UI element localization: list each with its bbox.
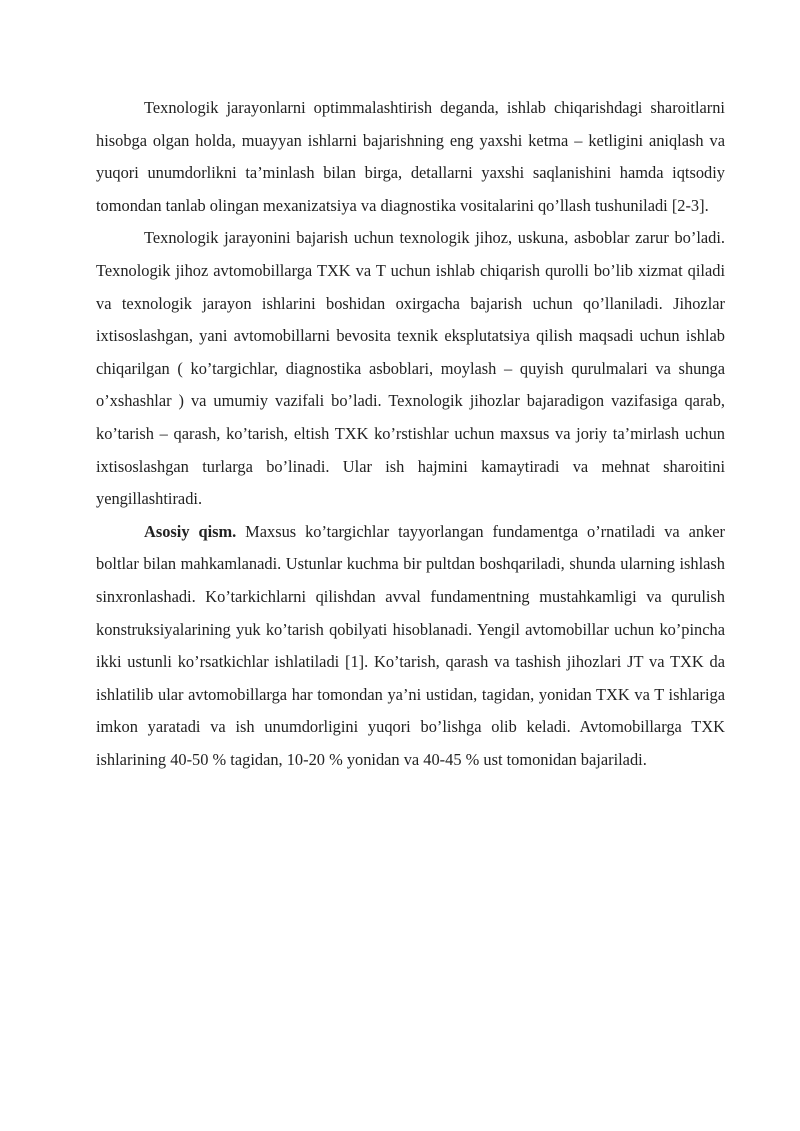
paragraph-main-part: [96, 516, 725, 777]
body-text: [96, 92, 725, 776]
section-heading: Asosiy qism.: [144, 521, 237, 541]
paragraph-main-part-text: Maxsus ko’targichlar tayyorlangan fundamentga o’rnatiladi va anker boltlar bilan mahkamlanadi. Ustunlar kuchma bir pultdan boshqariladi, shunda ularning ishlash sinxronlashadi. Ko’tarkichlarni qilishdan avval fundamentning mustahkamligi va qurulish konstruksiyalarining yuk ko’tarish qobilyati hisoblanadi. Yengil avtomobillar uchun ko’pincha ikki ustunli ko’rsatkichlar ishlatiladi [1]. Ko’tarish, qarash va tashish jihozlari JT va TXK da ishlatilib ular avtomobillarga har tomondan ya’ni ustidan, tagidan, yonidan TXK va T ishlariga imkon yaratadi va ish unumdorligini yuqori bo’lishga olib keladi. Avtomobillarga TXK ishlarining 40-50 % tagidan, 10-20 % yonidan va 40-45 % ust tomonidan bajariladi.: [96, 521, 725, 769]
paragraph-optimization: Texnologik jarayonlarni optimmalashtirish deganda, ishlab chiqarishdagi sharoitlarni hisobga olgan holda, muayyan ishlarni bajarishning eng yaxshi ketma – ketligini aniqlash va yuqori unumdorlikni ta’minlash bilan birga, detallarni yaxshi saqlanishini hamda iqtsodiy tomondan tanlab olingan mexanizatsiya va diagnostika vositalarini qo’llash tushuniladi [2-3].: [96, 98, 725, 215]
paragraph-equipment: Texnologik jarayonini bajarish uchun texnologik jihoz, uskuna, asboblar zarur bo’ladi. Texnologik jihoz avtomobillarga TXK va T uchun ishlab chiqarish qurolli bo’lib xizmat qiladi va texnologik jarayon ishlarini boshidan oxirgacha bajarish uchun qo’llaniladi. Jihozlar ixtisoslashgan, yani avtomobillarni bevosita texnik eksplutatsiya qilish maqsadi uchun ishlab chiqarilgan ( ko’targichlar, diagnostika asboblari, moylash – quyish qurulmalari va shunga o’xshashlar ) va umumiy vazifali bo’ladi. Texnologik jihozlar bajaradigon vazifasiga qarab, ko’tarish – qarash, ko’tarish, eltish TXK ko’rstishlar uchun maxsus va joriy ta’mirlash uchun ixtisoslashgan turlarga bo’linadi. Ular ish hajmini kamaytiradi va mehnat sharoitini yengillashtiradi.: [96, 228, 725, 509]
